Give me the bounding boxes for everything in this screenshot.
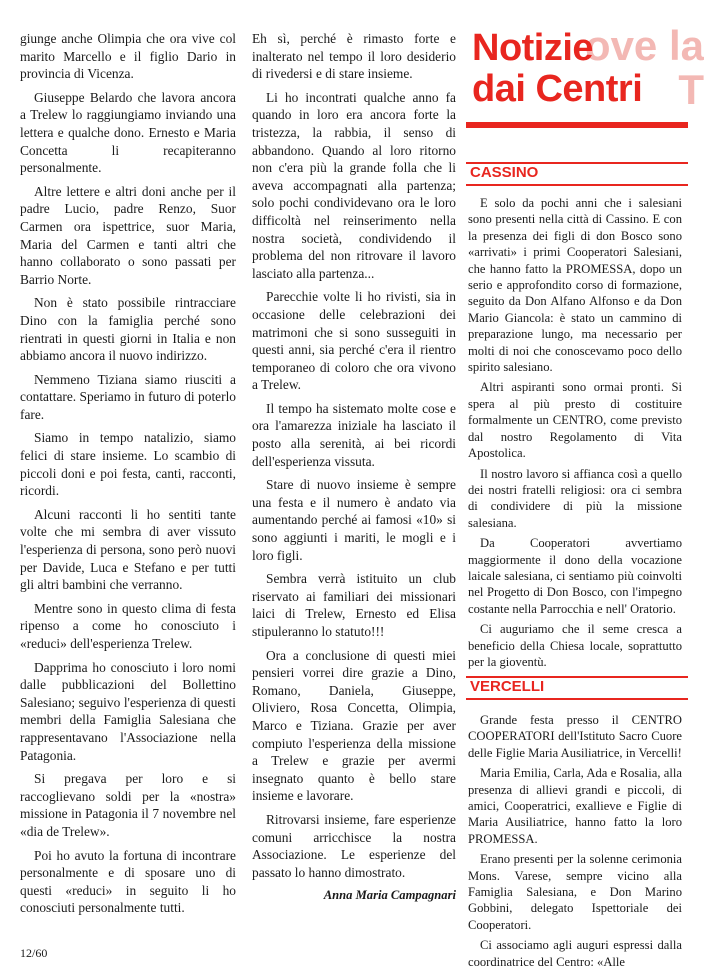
author-signature: Anna Maria Campagnari <box>323 888 456 903</box>
cassino-article <box>468 195 682 674</box>
paragraph: Siamo in tempo natalizio, siamo felici di stare insieme. Lo scambio di piccoli doni e poi festa, canti, racconti, ricordi. <box>20 430 236 499</box>
paragraph: Maria Emilia, Carla, Ada e Rosalia, alla presenza di allievi grandi e piccoli, di amici, Cooperatrici, exallieve e Figlie di Maria Ausiliatrice, hanno fatto la loro PROMESSA. <box>468 766 682 846</box>
paragraph: Ritrovarsi insieme, fare esperienze comuni arricchisce la nostra Associazione. Le esperienze del passato lo hanno dimostrato. <box>252 811 456 880</box>
paragraph: Erano presenti per la solenne cerimonia Mons. Varese, sempre vicino alla Famiglia Salesiana, e Don Marino Gobbini, delegato Ispettoriale dei Cooperatori. <box>468 852 682 932</box>
divider <box>466 162 688 164</box>
section-heading-vercelli: VERCELLI <box>466 676 688 700</box>
paragraph: Altre lettere e altri doni anche per il padre Lucio, padre Renzo, Suor Carmen ora ispettrice, suor Maria, Maria del Carmen e tanti altri che hanno collaborato o sono passati per Barrio Norte. <box>20 183 236 287</box>
paragraph: Ora a conclusione di questi miei pensieri vorrei dire grazie a Dino, Romano, Daniela, Giuseppe, Oliviero, Rosa Concetta, Olimpia, Marco e Tiziana. Grazie per aver compiuto l'esperienza della missione a Trelew e grazie per avermi insegnato quanto è bello stare insieme e lavorare. <box>252 647 456 804</box>
section-header <box>466 22 704 120</box>
header-ghost-text: ove la T <box>584 22 704 113</box>
paragraph: Sembra verrà istituito un club riservato ai familiari dei missionari laici di Trelew, Ernesto ed Elisa stipuleranno lo statuto!!! <box>252 571 456 639</box>
paragraph: Alcuni racconti li ho sentiti tante volte che mi sembra di aver vissuto l'esperienza di persona, sono però nuovi per Davide, Luca e Stefano e per tutti gli altri bambini che verranno. <box>20 506 236 593</box>
paragraph: Il nostro lavoro si affianca così a quello dei nostri fratelli religiosi: ora ci sembra di condividere di più la missione salesiana. <box>468 466 682 530</box>
paragraph: Giuseppe Belardo che lavora ancora a Trelew lo raggiungiamo inviando una lettera e qualche dono. Ernesto e Maria Concetta li recapiteranno personalmente. <box>20 89 236 176</box>
paragraph: Nemmeno Tiziana siamo riusciti a contattare. Speriamo in futuro di poterlo fare. <box>20 371 236 422</box>
paragraph: Poi ho avuto la fortuna di incontrare personalmente e di sposare uno di questi «reduci» in seguito li ho conosciuti personalmente tutti. <box>20 847 236 916</box>
paragraph: Parecchie volte li ho rivisti, sia in occasione delle celebrazioni dei matrimoni che si sono susseguiti in questi anni, sia perché c'era il rientro temporaneo di coloro che ora vivono a Trelew. <box>252 289 456 393</box>
vercelli-article <box>468 712 682 974</box>
paragraph: E solo da pochi anni che i salesiani sono presenti nella città di Cassino. E con la presenza dei figli di don Bosco sono «arrivati» i primi Cooperatori Salesiani, che hanno fatto la PROMESSA, dopo un serio e approfondito corso di formazione, seguito da Don Alfano Alfonso e da Don Mario Giancola: è stato un cammino di preparazione lungo, ma necessario per molti di noi che conoscevamo poco dello spirito salesiano. <box>468 196 682 375</box>
paragraph: Mentre sono in questo clima di festa ripenso a come ho conosciuto i «reduci» dell'esperienza Trelew. <box>20 600 236 651</box>
paragraph: giunge anche Olimpia che ora vive col marito Marcello e il figlio Dario in provincia di Vicenza. <box>20 31 236 82</box>
paragraph: Altri aspiranti sono ormai pronti. Si spera al più presto di costituire formalmente un CENTRO, come previsto dal nostro Regolamento di Vita Apostolica. <box>468 380 682 461</box>
paragraph: Stare di nuovo insieme è sempre una festa e il numero è andato via aumentando perché ai famosi «10» si sono aggiunti i mariti, le mogli e i loro figli. <box>252 477 456 563</box>
paragraph: Non è stato possibile rintracciare Dino con la famiglia perché sono rientrati in questi giorni in Italia e non abbiamo ancora il nuovo indirizzo. <box>20 295 236 364</box>
column-2 <box>252 30 456 911</box>
paragraph: Il tempo ha sistemato molte cose e ora l'amarezza iniziale ha lasciato il posto alla serenità, ai bei ricordi dell'esperienza vissuta. <box>252 400 456 469</box>
page-title <box>472 28 688 110</box>
header-rule <box>466 122 688 128</box>
paragraph: Ci associamo agli auguri espressi dalla coordinatrice del Centro: «Alle <box>468 938 682 969</box>
paragraph: Eh sì, perché è rimasto forte e inalterato nel tempo il loro desiderio di rivedersi e di stare insieme. <box>252 31 456 82</box>
section-heading-cassino: CASSINO <box>466 162 688 186</box>
column-1 <box>20 30 236 923</box>
title-line-1: Notizie <box>472 27 594 69</box>
paragraph: Li ho incontrati qualche anno fa quando in loro era ancora forte la tristezza, la rabbia, il senso di abbandono. Quando al loro ritorno non c'era più la grande folla che li aveva accompagnati alla partenza; solo pochi condividevano ora le loro difficoltà nel reinserimento nella nostra società, condividendo il problema del non ritrovare il lavoro lasciato alla partenza... <box>252 89 456 281</box>
paragraph: Da Cooperatori avvertiamo maggiormente il dono della vocazione laicale salesiana, ci sentiamo più coinvolti nel Progetto di Don Bosco, con l'impegno costante nella Parrocchia e nell' Oratorio. <box>468 536 682 616</box>
paragraph: Si pregava per loro e si raccoglievano soldi per la «nostra» missione in Patagonia il 7 novembre nel «dia de Trelew». <box>20 771 236 839</box>
divider <box>466 676 688 678</box>
page-number: 12/60 <box>20 946 48 960</box>
paragraph: Dapprima ho conosciuto i loro nomi dalle pubblicazioni del Bollettino Salesiano; seguivo l'esperienza di questi membri della Famiglia Salesiana che rappresentavano l'Associazione nella Patagonia. <box>20 659 236 763</box>
title-line-2: dai Centri <box>472 68 643 110</box>
paragraph: Ci auguriamo che il seme cresca a beneficio della Chiesa locale, soprattutto per la gioventù. <box>468 622 682 669</box>
paragraph: Grande festa presso il CENTRO COOPERATORI dell'Istituto Sacro Cuore delle Figlie Maria Ausiliatrice, in Vercelli! <box>468 713 682 760</box>
